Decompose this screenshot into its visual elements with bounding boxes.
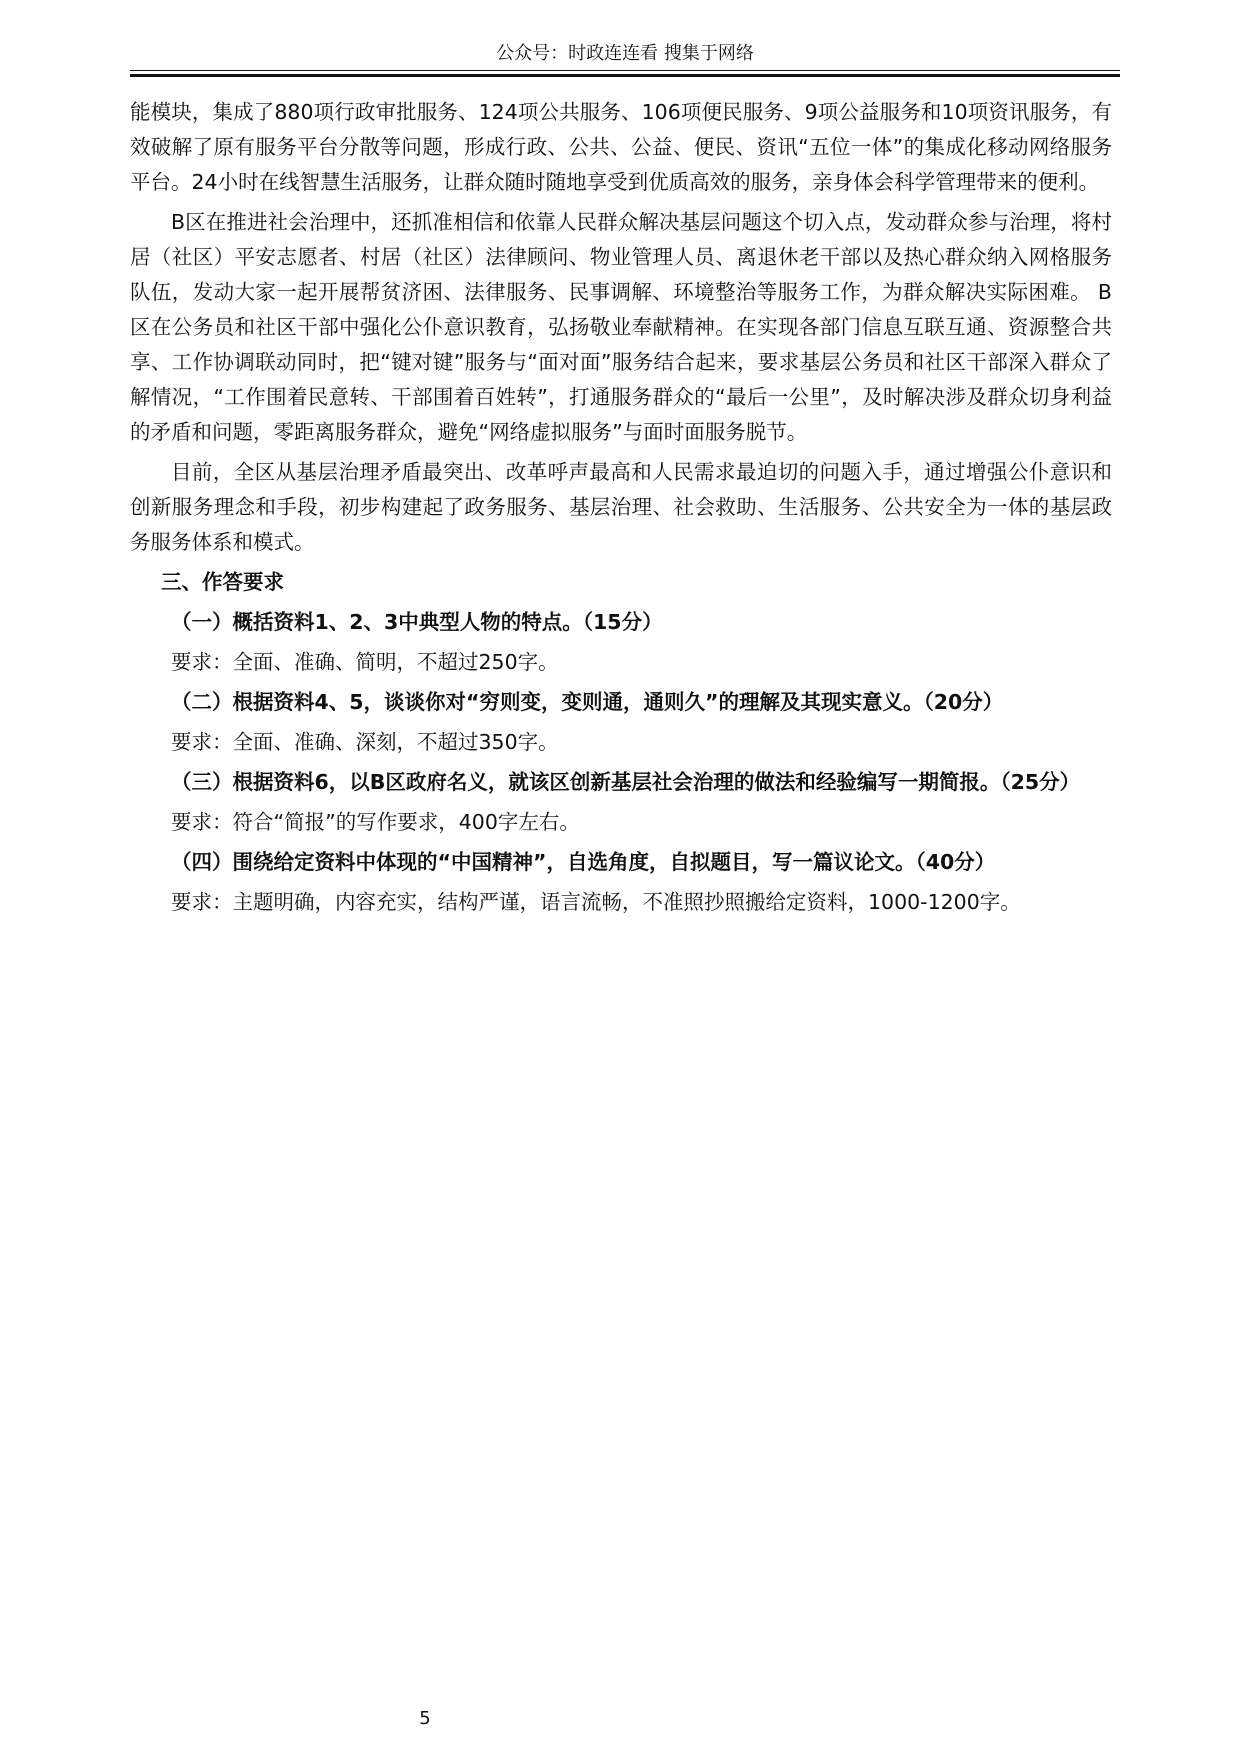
question-2-requirement: 要求：全面、准确、深刻，不超过350字。 (171, 730, 559, 754)
question-4-title: （四）围绕给定资料中体现的“中国精神”，自选角度，自拟题目，写一篇议论文。（40分） (171, 850, 996, 874)
question-2-title: （二）根据资料4、5，谈谈你对“穷则变，变则通，通则久”的理解及其现实意义。（20分） (171, 690, 1004, 714)
body-paragraph-1: 能模块，集成了880项行政审批服务、124项公共服务、106项便民服务、9项公益服务和10项资讯服务，有效破解了原有服务平台分散等问题，形成行政、公共、公益、便民、资讯“五位一体”的集成化移动网络服务平台。24小时在线智慧生活服务，让群众随时随地享受到优质高效的服务，亲身体会科学管理带来的便利。 (130, 100, 1112, 194)
document-body (130, 95, 1112, 925)
page-number: 5 (419, 1708, 431, 1729)
question-3-requirement: 要求：符合“简报”的写作要求，400字左右。 (171, 810, 580, 834)
body-paragraph-2: B区在推进社会治理中，还抓准相信和依靠人民群众解决基层问题这个切入点，发动群众参与治理，将村居（社区）平安志愿者、村居（社区）法律顾问、物业管理人员、离退休老干部以及热心群众纳入网格服务队伍，发动大家一起开展帮贫济困、法律服务、民事调解、环境整治等服务工作，为群众解决实际困难。 B区在公务员和社区干部中强化公仆意识教育，弘扬敬业奉献精神。在实现各部门信息互联互通、资源整合共享、工作协调联动同时，把“键对键”服务与“面对面”服务结合起来，要求基层公务员和社区干部深入群众了解情况，“工作围着民意转、干部围着百姓转”，打通服务群众的“最后一公里”，及时解决涉及群众切身利益的矛盾和问题，零距离服务群众，避免“网络虚拟服务”与面时面服务脱节。 (130, 210, 1112, 444)
page-header: 公众号：时政连连看 搜集于网络 (496, 43, 754, 64)
header-rule-thin (130, 70, 1120, 71)
question-4-requirement: 要求：主题明确，内容充实，结构严谨，语言流畅，不准照抄照搬给定资料，1000-1200字。 (171, 890, 1021, 914)
header-rule-thick (130, 74, 1120, 77)
question-1-requirement: 要求：全面、准确、简明，不超过250字。 (171, 650, 559, 674)
question-1-title: （一）概括资料1、2、3中典型人物的特点。（15分） (171, 610, 663, 634)
body-paragraph-3: 目前，全区从基层治理矛盾最突出、改革呼声最高和人民需求最迫切的问题入手，通过增强公仆意识和创新服务理念和手段，初步构建起了政务服务、基层治理、社会救助、生活服务、公共安全为一体的基层政务服务体系和模式。 (130, 460, 1112, 554)
section-heading: 三、作答要求 (161, 570, 284, 594)
question-3-title: （三）根据资料6，以B区政府名义，就该区创新基层社会治理的做法和经验编写一期简报。（25分） (171, 770, 1081, 794)
